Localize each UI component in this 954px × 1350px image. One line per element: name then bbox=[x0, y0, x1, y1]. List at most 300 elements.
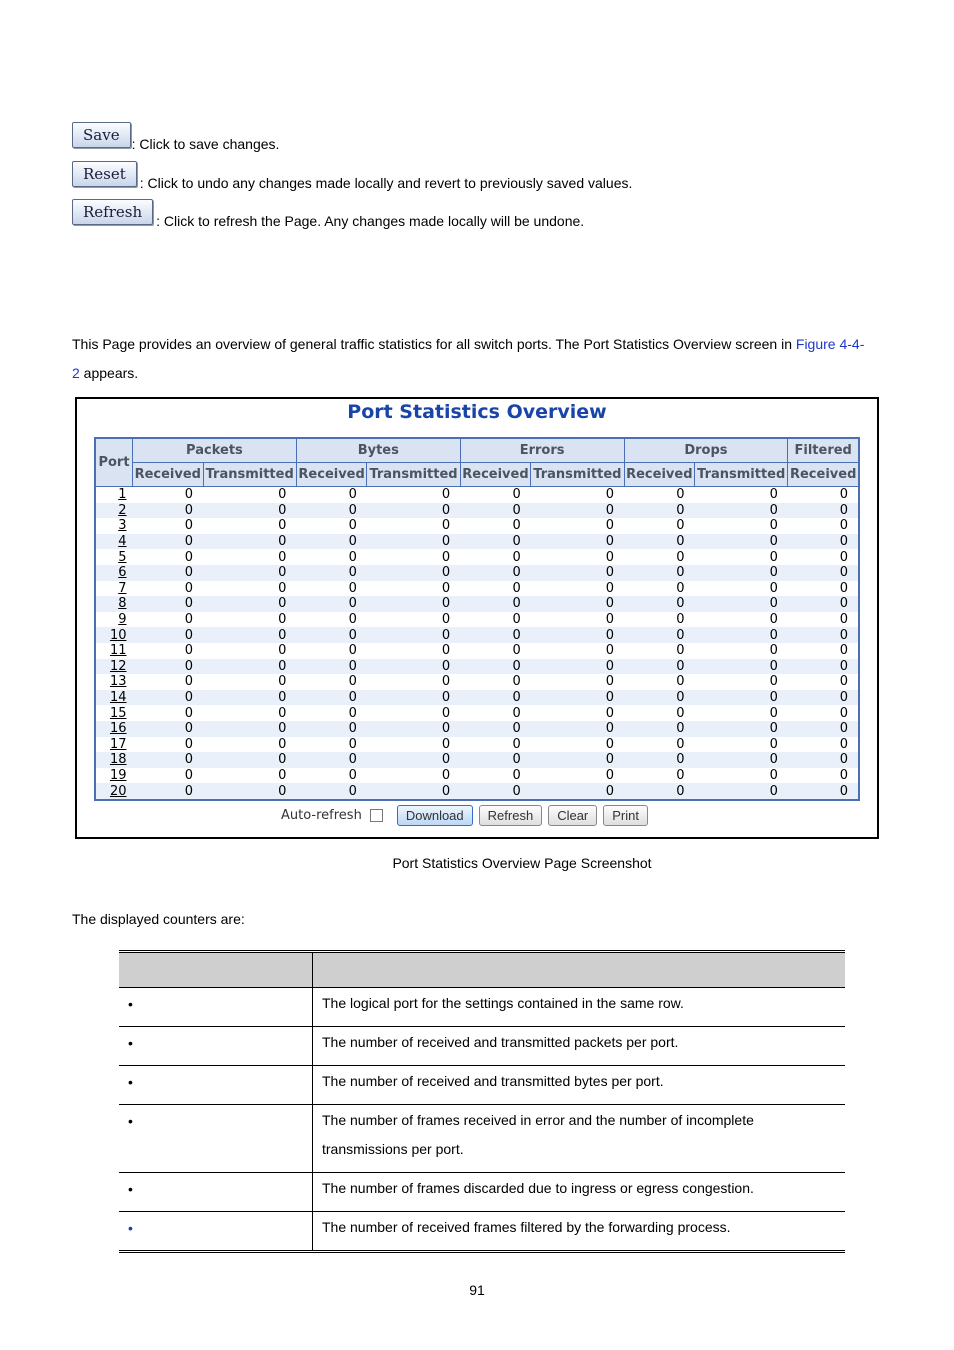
counter-cell: 0 bbox=[367, 596, 460, 612]
counter-cell: 0 bbox=[441, 612, 451, 628]
counter-cell: 0 bbox=[624, 690, 695, 706]
bullet: • bbox=[128, 1074, 133, 1090]
counter-cell: 0 bbox=[348, 549, 357, 565]
bullet: • bbox=[128, 1181, 133, 1197]
port-link[interactable]: 17 bbox=[109, 736, 127, 752]
counter-cell: 0 bbox=[605, 736, 615, 752]
counter-cell: 0 bbox=[512, 767, 521, 783]
port-cell bbox=[95, 783, 133, 800]
counter-cell: 0 bbox=[839, 643, 848, 659]
port-cell bbox=[95, 487, 133, 503]
counter-cell: 0 bbox=[367, 627, 460, 643]
sub-header: Received bbox=[788, 463, 859, 487]
counters-table bbox=[119, 950, 845, 1253]
counter-cell: 0 bbox=[441, 705, 451, 721]
port-row bbox=[95, 581, 859, 597]
counter-cell: 0 bbox=[512, 736, 521, 752]
port-link[interactable]: 13 bbox=[109, 674, 127, 690]
sub-header: Transmitted bbox=[367, 463, 460, 487]
counter-cell: 0 bbox=[531, 659, 624, 675]
reset-description: : Click to undo any changes made locally and revert to previously saved values. bbox=[139, 175, 633, 191]
counter-cell: 0 bbox=[133, 503, 204, 519]
counter-cell: 0 bbox=[133, 721, 204, 737]
counter-cell: 0 bbox=[278, 767, 287, 783]
port-row bbox=[95, 705, 859, 721]
description-header bbox=[313, 952, 846, 988]
port-cell bbox=[95, 768, 133, 784]
intro-text-end: appears. bbox=[79, 365, 139, 381]
sub-header: Received bbox=[296, 463, 367, 487]
counter-cell: 0 bbox=[203, 659, 296, 675]
refresh-legend bbox=[72, 199, 585, 229]
port-link[interactable]: 5 bbox=[118, 549, 127, 565]
statistics-body bbox=[95, 487, 859, 800]
counter-cell: 0 bbox=[788, 565, 859, 581]
counter-cell: 0 bbox=[460, 565, 531, 581]
port-row bbox=[95, 721, 859, 737]
sub-header: Received bbox=[133, 463, 204, 487]
counter-cell: 0 bbox=[531, 565, 624, 581]
counter-row bbox=[119, 1066, 845, 1105]
counter-cell: 0 bbox=[788, 721, 859, 737]
counter-cell: 0 bbox=[512, 705, 521, 721]
counter-cell: 0 bbox=[769, 549, 778, 565]
group-header-row bbox=[95, 438, 859, 463]
bullet: • bbox=[128, 996, 133, 1012]
counter-cell: 0 bbox=[367, 565, 460, 581]
counter-object-cell bbox=[119, 988, 313, 1027]
counter-cell: 0 bbox=[133, 690, 204, 706]
counter-cell: 0 bbox=[769, 612, 778, 628]
counter-cell: 0 bbox=[531, 783, 624, 800]
counter-cell: 0 bbox=[788, 534, 859, 550]
port-cell bbox=[95, 705, 133, 721]
page-number: 91 bbox=[469, 1282, 485, 1298]
counter-cell: 0 bbox=[133, 534, 204, 550]
counter-cell: 0 bbox=[296, 565, 367, 581]
counter-description: The number of received frames filtered by the forwarding process. bbox=[313, 1212, 846, 1252]
counter-cell: 0 bbox=[769, 643, 778, 659]
counter-cell: 0 bbox=[512, 549, 521, 565]
counter-cell: 0 bbox=[441, 518, 451, 534]
counter-cell: 0 bbox=[531, 627, 624, 643]
port-row bbox=[95, 783, 859, 800]
figure-caption: Port Statistics Overview Page Screenshot bbox=[392, 855, 652, 871]
port-link[interactable]: 15 bbox=[109, 705, 127, 721]
counter-cell: 0 bbox=[839, 580, 848, 596]
port-cell bbox=[95, 596, 133, 612]
counter-cell: 0 bbox=[441, 674, 451, 690]
port-row bbox=[95, 549, 859, 565]
counter-cell: 0 bbox=[788, 752, 859, 768]
port-link[interactable]: 10 bbox=[109, 627, 127, 643]
port-link[interactable]: 18 bbox=[109, 752, 127, 768]
counter-object-cell bbox=[119, 1105, 313, 1173]
counter-cell: 0 bbox=[676, 736, 685, 752]
counter-cell: 0 bbox=[460, 659, 531, 675]
counter-cell: 0 bbox=[460, 503, 531, 519]
port-link[interactable]: 4 bbox=[118, 534, 127, 550]
counter-cell: 0 bbox=[203, 503, 296, 519]
counter-cell: 0 bbox=[676, 580, 685, 596]
counter-cell: 0 bbox=[769, 580, 778, 596]
counter-cell: 0 bbox=[769, 487, 778, 503]
counter-description: The logical port for the settings contained in the same row. bbox=[313, 988, 846, 1027]
counter-row bbox=[119, 1027, 845, 1066]
port-row bbox=[95, 659, 859, 675]
counters-body bbox=[119, 988, 845, 1252]
port-cell bbox=[95, 503, 133, 519]
port-row bbox=[95, 534, 859, 550]
counter-cell: 0 bbox=[839, 736, 848, 752]
counter-cell: 0 bbox=[278, 643, 287, 659]
counter-cell: 0 bbox=[624, 565, 695, 581]
counter-cell: 0 bbox=[839, 549, 848, 565]
port-row bbox=[95, 518, 859, 534]
counter-cell: 0 bbox=[788, 503, 859, 519]
counter-cell: 0 bbox=[460, 752, 531, 768]
port-link[interactable]: 2 bbox=[118, 502, 127, 518]
port-link[interactable]: 16 bbox=[109, 721, 127, 737]
reset-button[interactable]: Reset bbox=[72, 161, 137, 187]
counter-cell: 0 bbox=[695, 752, 788, 768]
port-link[interactable]: 8 bbox=[118, 596, 127, 612]
counter-cell: 0 bbox=[605, 643, 615, 659]
port-row bbox=[95, 612, 859, 628]
counter-description: The number of frames discarded due to ingress or egress congestion. bbox=[313, 1173, 846, 1212]
counter-cell: 0 bbox=[839, 487, 848, 503]
counter-object-cell bbox=[119, 1212, 313, 1252]
sub-header: Received bbox=[624, 463, 695, 487]
counter-cell: 0 bbox=[839, 705, 848, 721]
counter-cell: 0 bbox=[441, 643, 451, 659]
counter-cell: 0 bbox=[605, 767, 615, 783]
counter-cell: 0 bbox=[296, 752, 367, 768]
counter-cell: 0 bbox=[348, 643, 357, 659]
counter-cell: 0 bbox=[133, 565, 204, 581]
counter-cell: 0 bbox=[769, 736, 778, 752]
counter-cell: 0 bbox=[203, 534, 296, 550]
counter-cell: 0 bbox=[203, 752, 296, 768]
port-link[interactable]: 19 bbox=[109, 767, 127, 783]
port-link[interactable]: 3 bbox=[118, 518, 127, 534]
port-link[interactable]: 6 bbox=[118, 565, 127, 581]
counter-cell: 0 bbox=[676, 767, 685, 783]
counter-cell: 0 bbox=[460, 721, 531, 737]
sub-header: Transmitted bbox=[695, 463, 788, 487]
counter-cell: 0 bbox=[695, 627, 788, 643]
counter-cell: 0 bbox=[605, 612, 615, 628]
counter-cell: 0 bbox=[348, 518, 357, 534]
counter-cell: 0 bbox=[512, 487, 521, 503]
counter-object-cell bbox=[119, 1027, 313, 1066]
counter-cell: 0 bbox=[605, 674, 615, 690]
counter-cell: 0 bbox=[839, 518, 848, 534]
sub-header: Transmitted bbox=[531, 463, 624, 487]
counter-cell: 0 bbox=[133, 627, 204, 643]
port-cell bbox=[95, 721, 133, 737]
port-row bbox=[95, 768, 859, 784]
counter-cell: 0 bbox=[605, 518, 615, 534]
port-link[interactable]: 7 bbox=[118, 580, 127, 596]
port-row bbox=[95, 674, 859, 690]
port-cell bbox=[95, 565, 133, 581]
counter-cell: 0 bbox=[531, 596, 624, 612]
counter-cell: 0 bbox=[676, 705, 685, 721]
counter-cell: 0 bbox=[605, 487, 615, 503]
port-row bbox=[95, 737, 859, 753]
counter-description: The number of received and transmitted packets per port. bbox=[313, 1027, 846, 1066]
counter-cell: 0 bbox=[278, 705, 287, 721]
controls-bar bbox=[281, 805, 654, 826]
port-link[interactable]: 11 bbox=[109, 643, 127, 659]
counter-cell: 0 bbox=[367, 659, 460, 675]
port-header: Port bbox=[95, 438, 133, 487]
port-cell bbox=[95, 752, 133, 768]
counter-cell: 0 bbox=[133, 659, 204, 675]
port-row bbox=[95, 487, 859, 503]
counter-cell: 0 bbox=[512, 674, 521, 690]
counter-cell: 0 bbox=[695, 503, 788, 519]
refresh-stats-button[interactable]: Refresh bbox=[479, 805, 543, 826]
counter-cell: 0 bbox=[348, 736, 357, 752]
counters-header-row bbox=[119, 952, 845, 988]
counter-cell: 0 bbox=[605, 705, 615, 721]
counter-cell: 0 bbox=[624, 596, 695, 612]
counter-cell: 0 bbox=[441, 767, 451, 783]
counter-cell: 0 bbox=[695, 659, 788, 675]
counter-cell: 0 bbox=[512, 612, 521, 628]
port-cell bbox=[95, 737, 133, 753]
counter-cell: 0 bbox=[203, 690, 296, 706]
port-cell bbox=[95, 627, 133, 643]
counter-cell: 0 bbox=[278, 674, 287, 690]
counter-cell: 0 bbox=[367, 534, 460, 550]
save-button[interactable]: Save bbox=[72, 122, 131, 148]
counter-cell: 0 bbox=[460, 783, 531, 800]
figure-link[interactable]: Figure 4-4-2 bbox=[72, 336, 865, 381]
packets-header: Packets bbox=[133, 438, 297, 463]
print-button[interactable]: Print bbox=[603, 805, 648, 826]
counter-cell: 0 bbox=[348, 487, 357, 503]
counter-cell: 0 bbox=[512, 580, 521, 596]
bytes-header: Bytes bbox=[296, 438, 460, 463]
save-description: : Click to save changes. bbox=[131, 136, 280, 152]
counter-row bbox=[119, 1173, 845, 1212]
counter-cell: 0 bbox=[203, 596, 296, 612]
counter-cell: 0 bbox=[769, 674, 778, 690]
counter-cell: 0 bbox=[296, 721, 367, 737]
port-row bbox=[95, 752, 859, 768]
port-link[interactable]: 1 bbox=[118, 487, 127, 503]
counter-cell: 0 bbox=[605, 580, 615, 596]
counter-cell: 0 bbox=[624, 534, 695, 550]
counter-cell: 0 bbox=[531, 752, 624, 768]
counter-cell: 0 bbox=[624, 627, 695, 643]
sub-header: Transmitted bbox=[203, 463, 296, 487]
counter-cell: 0 bbox=[296, 690, 367, 706]
counter-cell: 0 bbox=[184, 767, 194, 783]
counter-cell: 0 bbox=[348, 580, 357, 596]
counter-cell: 0 bbox=[460, 534, 531, 550]
counter-cell: 0 bbox=[203, 721, 296, 737]
counter-cell: 0 bbox=[695, 565, 788, 581]
drops-header: Drops bbox=[624, 438, 788, 463]
refresh-button[interactable]: Refresh bbox=[72, 199, 153, 225]
port-row bbox=[95, 503, 859, 519]
counter-cell: 0 bbox=[624, 721, 695, 737]
port-statistics-screenshot bbox=[75, 397, 879, 839]
counter-cell: 0 bbox=[460, 596, 531, 612]
counter-cell: 0 bbox=[460, 627, 531, 643]
counter-cell: 0 bbox=[203, 565, 296, 581]
counter-cell: 0 bbox=[348, 674, 357, 690]
counter-cell: 0 bbox=[531, 503, 624, 519]
counter-description: The number of frames received in error and the number of incomplete transmissions per port. bbox=[313, 1105, 846, 1173]
counter-cell: 0 bbox=[296, 627, 367, 643]
counter-cell: 0 bbox=[676, 549, 685, 565]
filtered-header: Filtered bbox=[788, 438, 859, 463]
counter-cell: 0 bbox=[278, 487, 287, 503]
counter-cell: 0 bbox=[296, 659, 367, 675]
port-row bbox=[95, 690, 859, 706]
counter-cell: 0 bbox=[133, 783, 204, 800]
counter-cell: 0 bbox=[624, 752, 695, 768]
port-cell bbox=[95, 518, 133, 534]
port-row bbox=[95, 643, 859, 659]
port-cell bbox=[95, 612, 133, 628]
refresh-description: : Click to refresh the Page. Any changes made locally will be undone. bbox=[156, 213, 585, 229]
counter-cell: 0 bbox=[788, 783, 859, 800]
counter-row bbox=[119, 1105, 845, 1173]
counter-cell: 0 bbox=[769, 705, 778, 721]
counter-cell: 0 bbox=[184, 736, 194, 752]
counter-cell: 0 bbox=[367, 752, 460, 768]
counter-cell: 0 bbox=[695, 721, 788, 737]
counter-cell: 0 bbox=[769, 767, 778, 783]
counter-cell: 0 bbox=[278, 612, 287, 628]
counter-cell: 0 bbox=[441, 487, 451, 503]
counter-cell: 0 bbox=[203, 783, 296, 800]
counter-cell: 0 bbox=[624, 783, 695, 800]
port-cell bbox=[95, 581, 133, 597]
counter-cell: 0 bbox=[278, 518, 287, 534]
bullet: • bbox=[128, 1035, 133, 1051]
counter-cell: 0 bbox=[624, 503, 695, 519]
port-row bbox=[95, 565, 859, 581]
sub-header: Received bbox=[460, 463, 531, 487]
counter-object-cell bbox=[119, 1173, 313, 1212]
auto-refresh-checkbox[interactable] bbox=[370, 809, 383, 822]
counter-cell: 0 bbox=[531, 690, 624, 706]
sub-header-row bbox=[95, 463, 859, 487]
clear-button[interactable]: Clear bbox=[548, 805, 597, 826]
port-row bbox=[95, 627, 859, 643]
bullet: • bbox=[128, 1113, 133, 1129]
counter-cell: 0 bbox=[839, 767, 848, 783]
counter-cell: 0 bbox=[278, 580, 287, 596]
counter-cell: 0 bbox=[348, 612, 357, 628]
port-cell bbox=[95, 534, 133, 550]
counter-description: The number of received and transmitted bytes per port. bbox=[313, 1066, 846, 1105]
counter-cell: 0 bbox=[695, 534, 788, 550]
counter-cell: 0 bbox=[184, 643, 194, 659]
counter-row bbox=[119, 988, 845, 1027]
counter-cell: 0 bbox=[512, 643, 521, 659]
counter-cell: 0 bbox=[788, 596, 859, 612]
bullet: • bbox=[128, 1220, 133, 1236]
counter-cell: 0 bbox=[441, 549, 451, 565]
counter-cell: 0 bbox=[348, 767, 357, 783]
counter-cell: 0 bbox=[184, 674, 194, 690]
counter-cell: 0 bbox=[184, 518, 194, 534]
counter-cell: 0 bbox=[367, 690, 460, 706]
counter-cell: 0 bbox=[769, 518, 778, 534]
reset-legend bbox=[72, 161, 633, 191]
counter-cell: 0 bbox=[296, 783, 367, 800]
counter-cell: 0 bbox=[531, 721, 624, 737]
counter-cell: 0 bbox=[839, 674, 848, 690]
counter-row bbox=[119, 1212, 845, 1252]
counter-cell: 0 bbox=[676, 612, 685, 628]
counter-cell: 0 bbox=[605, 549, 615, 565]
port-cell bbox=[95, 674, 133, 690]
counter-cell: 0 bbox=[624, 659, 695, 675]
counter-cell: 0 bbox=[184, 612, 194, 628]
counter-cell: 0 bbox=[296, 534, 367, 550]
download-button[interactable]: Download bbox=[397, 805, 473, 826]
counter-cell: 0 bbox=[788, 627, 859, 643]
counter-cell: 0 bbox=[512, 518, 521, 534]
counter-cell: 0 bbox=[184, 487, 194, 503]
port-cell bbox=[95, 549, 133, 565]
counter-cell: 0 bbox=[278, 736, 287, 752]
port-statistics-table bbox=[94, 437, 860, 801]
screenshot-title: Port Statistics Overview bbox=[347, 401, 607, 423]
counter-cell: 0 bbox=[460, 690, 531, 706]
counter-cell: 0 bbox=[676, 643, 685, 659]
counter-cell: 0 bbox=[695, 783, 788, 800]
intro-text: This Page provides an overview of general traffic statistics for all switch ports. The Port Statistics Overview screen in bbox=[72, 336, 796, 352]
counter-cell: 0 bbox=[788, 659, 859, 675]
counter-object-cell bbox=[119, 1066, 313, 1105]
counter-cell: 0 bbox=[184, 549, 194, 565]
port-link[interactable]: 14 bbox=[109, 690, 127, 706]
counter-cell: 0 bbox=[531, 534, 624, 550]
counter-cell: 0 bbox=[695, 596, 788, 612]
counter-cell: 0 bbox=[441, 736, 451, 752]
counter-cell: 0 bbox=[184, 705, 194, 721]
auto-refresh-label: Auto-refresh bbox=[281, 808, 362, 823]
port-link[interactable]: 20 bbox=[109, 783, 127, 799]
counter-cell: 0 bbox=[367, 721, 460, 737]
port-link[interactable]: 9 bbox=[118, 612, 127, 628]
port-cell bbox=[95, 690, 133, 706]
port-row bbox=[95, 596, 859, 612]
counter-cell: 0 bbox=[788, 690, 859, 706]
counter-cell: 0 bbox=[367, 503, 460, 519]
port-cell bbox=[95, 643, 133, 659]
counter-cell: 0 bbox=[133, 596, 204, 612]
counter-cell: 0 bbox=[133, 752, 204, 768]
counters-intro: The displayed counters are: bbox=[72, 911, 245, 927]
counter-cell: 0 bbox=[203, 627, 296, 643]
port-link[interactable]: 12 bbox=[109, 658, 127, 674]
errors-header: Errors bbox=[460, 438, 624, 463]
save-legend bbox=[72, 122, 280, 152]
counter-cell: 0 bbox=[184, 580, 194, 596]
intro-paragraph bbox=[72, 330, 872, 388]
